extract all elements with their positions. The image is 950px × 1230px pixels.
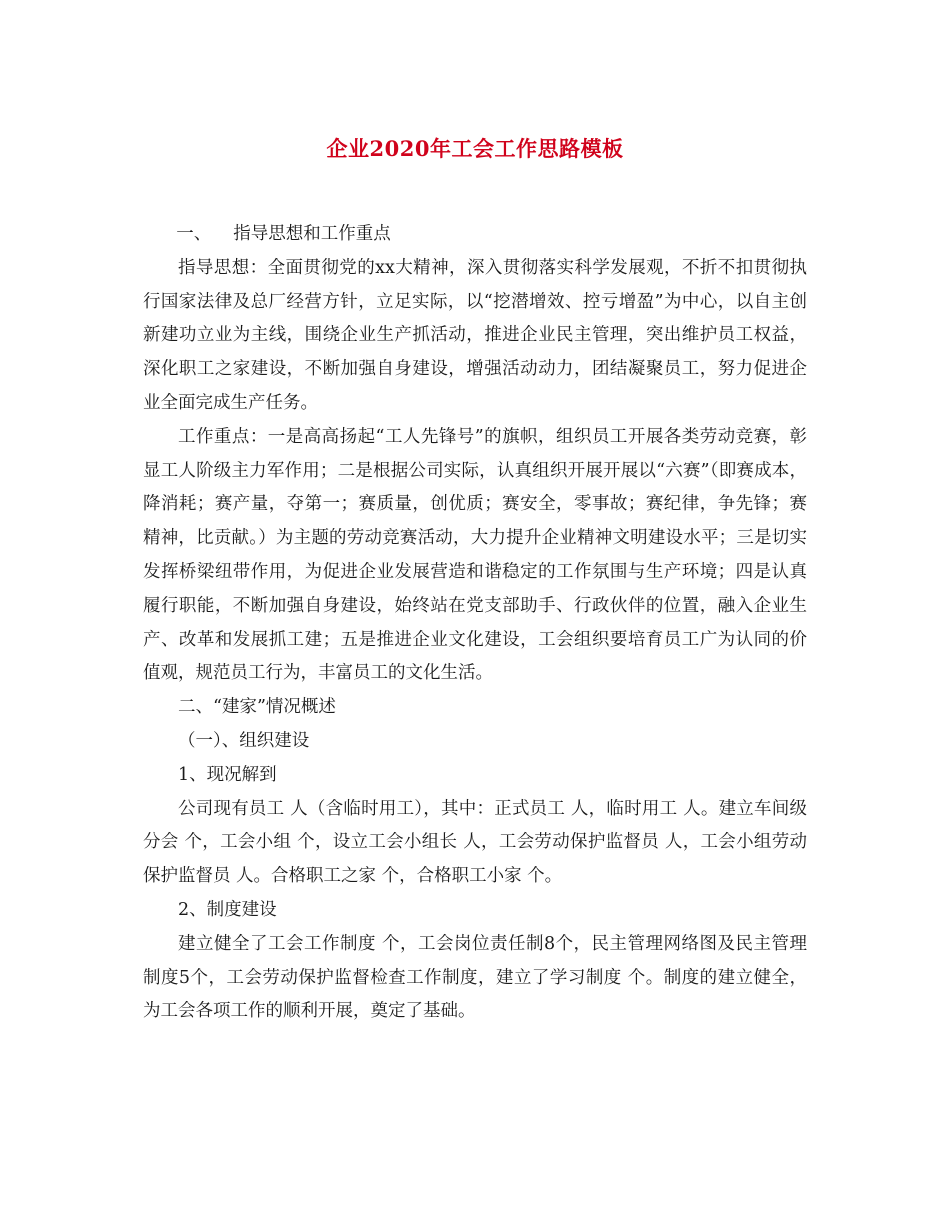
section-1-title: 指导思想和工作重点 [233, 224, 391, 244]
work-focus-paragraph: 工作重点：一是高高扬起“工人先锋号”的旗帜，组织员工开展各类劳动竞赛，彰显工人阶级主力军作用；二是根据公司实际，认真组织开展开展以“六赛”（即赛成本，降消耗；赛产量，夺第一；赛质量，创优质；赛安全，零事故；赛纪律，争先锋；赛精神，比贡献。）为主题的劳动竞赛活动，大力提升企业精神文明建设水平；三是切实发挥桥梁纽带作用，为促进企业发展营造和谐稳定的工作氛围与生产环境；四是认真履行职能，不断加强自身建设，始终站在党支部助手、行政伙伴的位置，融入企业生产、改革和发展抓工建；五是推进企业文化建设，工会组织要培育员工广为认同的价值观，规范员工行为，丰富员工的文化生活。 [143, 426, 807, 684]
system-paragraph: 建立健全了工会工作制度 个，工会岗位责任制8个，民主管理网络图及民主管理制度5个，工会劳动保护监督检查工作制度，建立了学习制度 个。制度的建立健全，为工会各项工作的顺利开展，奠定了基础。 [143, 933, 807, 1022]
document-body [143, 218, 807, 1029]
section-1-number: 一、 [176, 224, 212, 244]
section-heading-1 [143, 218, 807, 252]
document-title: 企业2020年工会工作思路模板 [326, 136, 624, 161]
subsection-heading-1: （一）、组织建设 [178, 730, 310, 751]
guiding-thought-paragraph: 指导思想：全面贯彻党的xx大精神，深入贯彻落实科学发展观，不折不扣贯彻执行国家法律及总厂经营方针，立足实际，以“挖潜增效、控亏增盈”为中心，以自主创新建功立业为主线，围绕企业生产抓活动，推进企业民主管理，突出维护员工权益，深化职工之家建设，不断加强自身建设，增强活动动力，团结凝聚员工，努力促进企业全面完成生产任务。 [143, 257, 807, 413]
status-paragraph: 公司现有员工 人（含临时用工），其中：正式员工 人，临时用工 人。建立车间级分会 个，工会小组 个，设立工会小组长 人，工会劳动保护监督员 人，工会小组劳动保护监督员 人。合格职工之家 个，合格职工小家 个。 [143, 798, 807, 887]
section-heading-2: 二、“建家”情况概述 [178, 697, 336, 718]
item-heading-1: 1、现况解到 [178, 764, 277, 785]
item-heading-2: 2、制度建设 [178, 899, 277, 920]
